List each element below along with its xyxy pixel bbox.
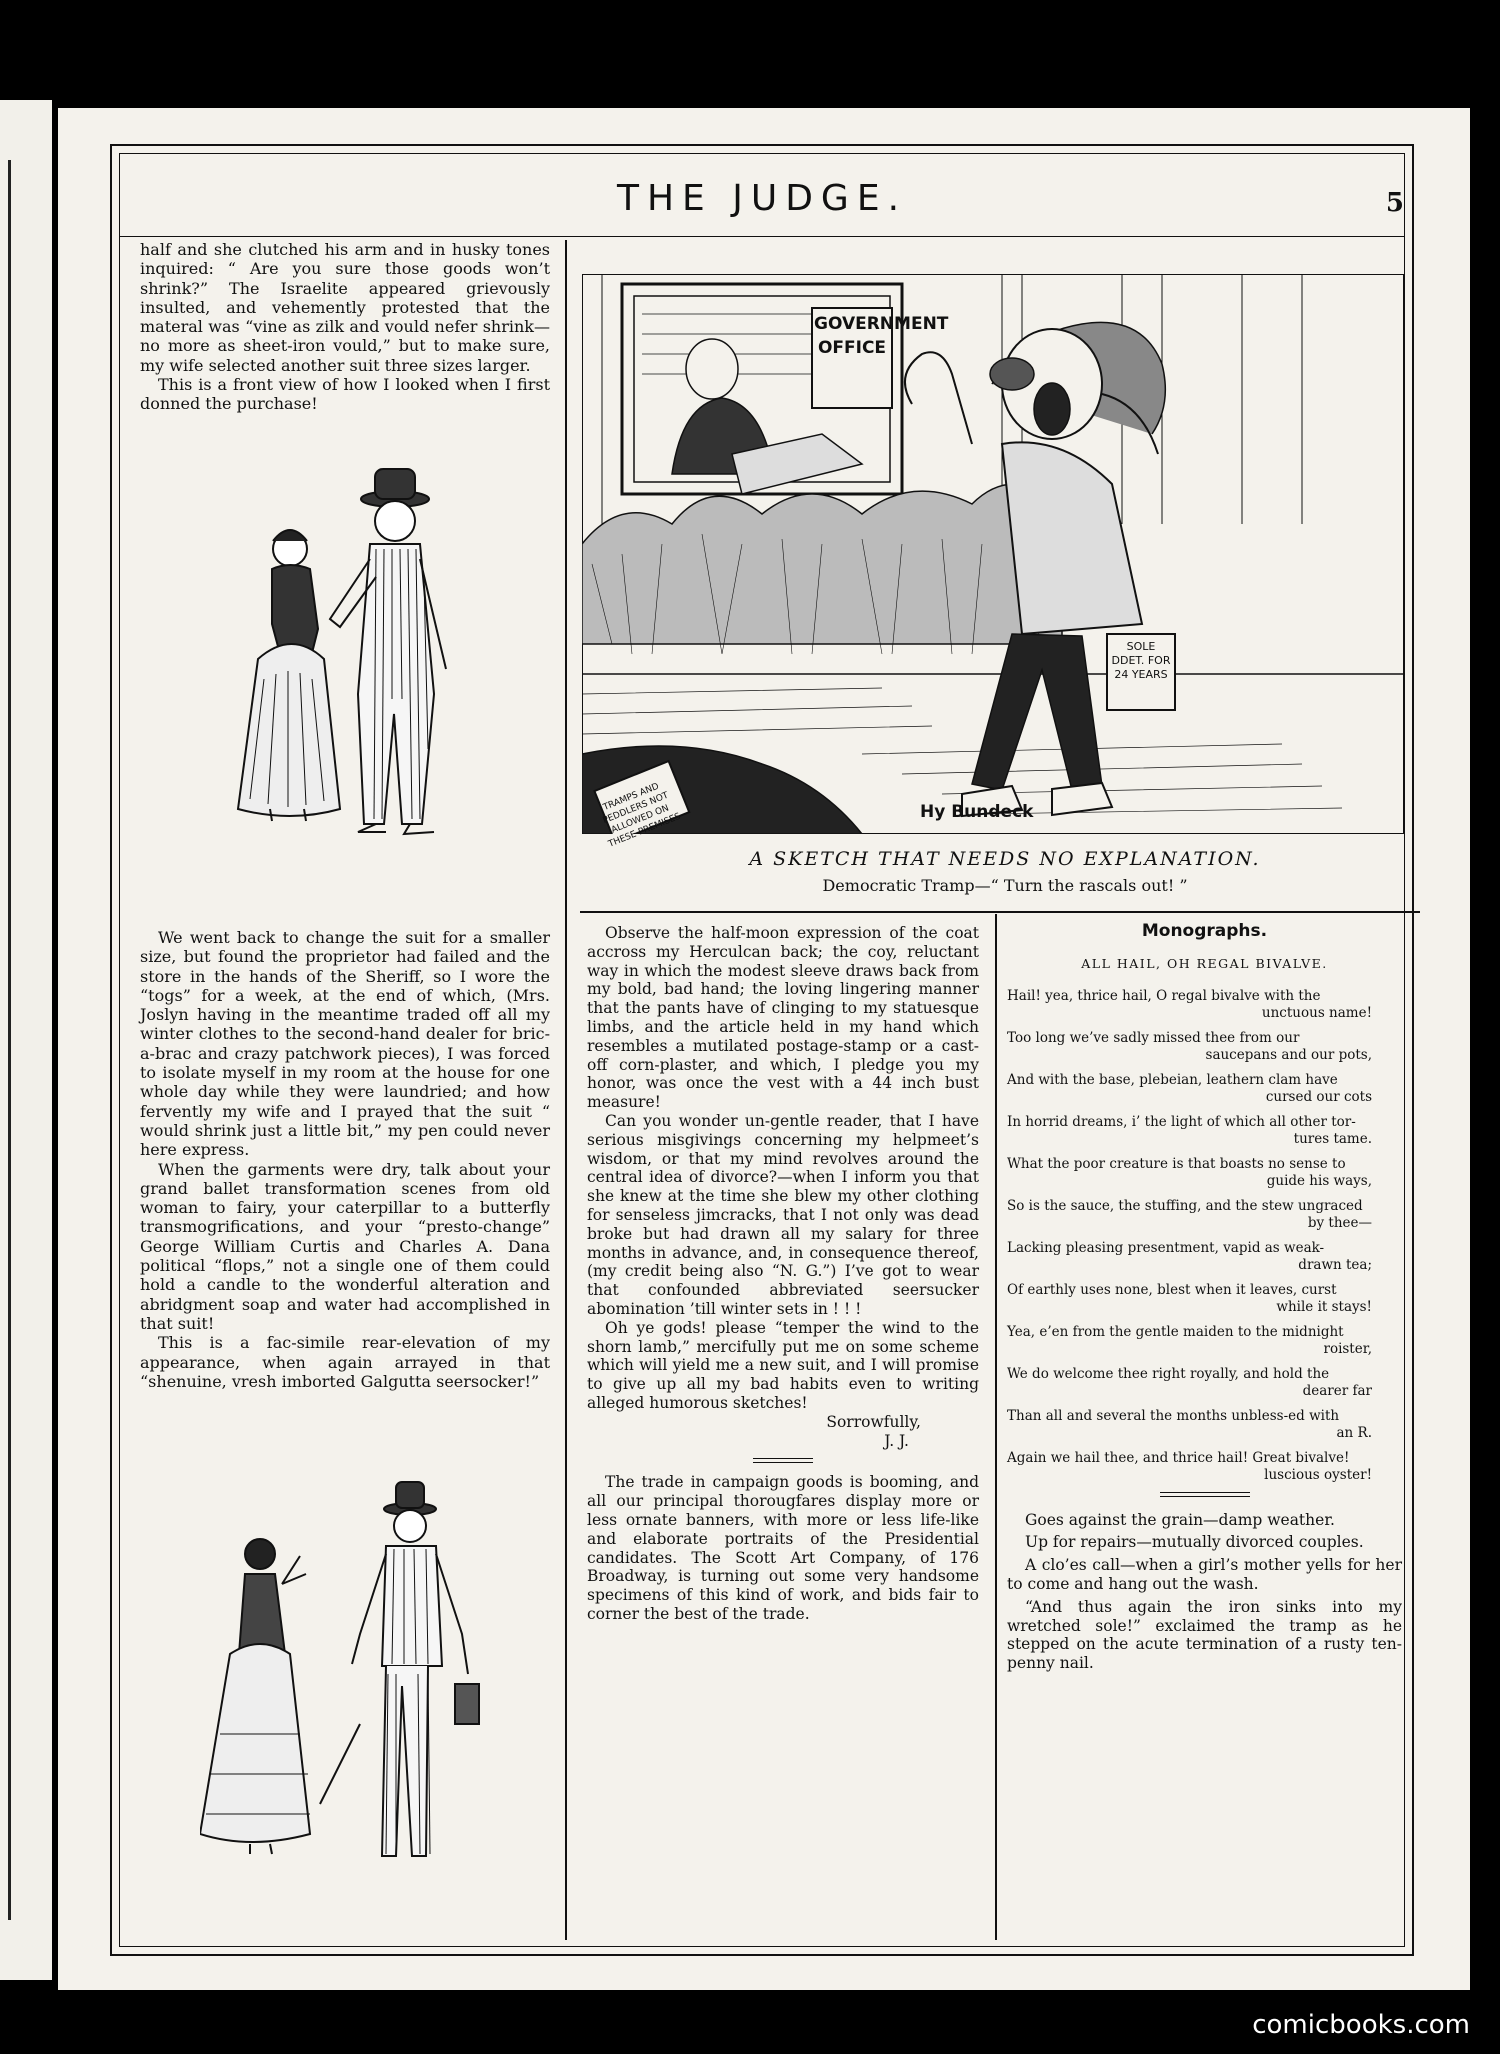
left-para-3: We went back to change the suit for a smaller size, but found the proprietor had failed and the store in the hands of the Sheriff, so I wore the “togs” for a week, at the end of which, (Mrs. Joslyn having in the meantime traded off all my winter clothes to the second-hand dealer for bric-a-brac and crazy patchwork pieces), I was forced to isolate myself in my room at the house for one whole day while they were laundried; and how fervently my wife and I prayed that the suit “ would shrink just a little bit,” my pen could never here express. [140,928,550,1160]
poem-line: We do welcome thee right royally, and hold the [1007,1365,1330,1382]
tramps-peddlers-sign: TRAMPS AND PEDDLERS NOT ALLOWED ON THESE PREMISES [601,781,683,850]
section-divider [753,1458,813,1463]
tramp-cartoon-illustration [582,274,1404,834]
poem-line-continuation: luscious oyster! [1264,1466,1372,1483]
initials: J. J. [884,1431,909,1450]
poem-line-continuation: guide his ways, [1266,1172,1372,1189]
poem-line-continuation: cursed our cots [1265,1088,1372,1105]
poem-line-continuation: an R. [1336,1424,1372,1441]
front-view-couple-illustration [180,449,510,889]
poem-stanza [1007,1198,1402,1232]
poem-stanza [1007,1366,1402,1400]
cartoon-bottom-rule [580,911,1420,913]
government-office-sign: GOVERNMENT OFFICE [814,314,949,358]
joke-4: “And thus again the iron sinks into my wretched sole!” exclaimed the tramp as he stepped on the acute termination of a rusty ten-penny nail. [1007,1597,1402,1673]
signoff: Sorrowfully, [826,1412,921,1431]
watermark: comicbooks.com [1252,2010,1470,2040]
left-para-4: When the garments were dry, talk about your grand ballet transformation scenes from old woman to fairy, your caterpillar to a butterfly transmogrifications, and your “presto-change” George William Curtis and Charles A. Dana political “flops,” not a single one of them could hold a candle to the wonderful alteration and abridgment soap and water had accomplished in that suit! [140,1159,550,1333]
left-column-rule [565,240,567,1940]
joke-1: Goes against the grain—damp weather. [1025,1510,1335,1529]
poem-line-continuation: by thee— [1307,1214,1372,1231]
middle-para-3: Oh ye gods! please “temper the wind to the shorn lamb,” mercifully put me on some scheme which will yield me a new suit, and I will promise to give up all my bad habits even to writing alleged humorous sketches! [587,1318,979,1412]
poem-divider [1160,1492,1250,1497]
poem-line: So is the sauce, the stuffing, and the stew ungraced [1007,1197,1363,1214]
middle-para-4: The trade in campaign goods is booming, and all our principal thorougfares display more or less ornate banners, with more or less life-like and elaborate portraits of the Presidential candidates. The Scott Art Company, of 176 Broadway, is turning out some very handsome specimens of this kind of work, and bids fair to corner the best of the trade. [587,1473,979,1623]
poem-line: Than all and several the months unbless-ed with [1007,1407,1340,1424]
poem-stanza [1007,1324,1402,1358]
masthead-title: THE JUDGE. [616,178,908,219]
poem-stanza [1007,1030,1402,1064]
poem-line-continuation: while it stays! [1276,1298,1372,1315]
left-para-5: This is a fac-simile rear-elevation of my appearance, when again arrayed in that “shenuine, vresh imborted Galgutta seersocker!” [140,1333,550,1391]
poem-line: Yea, e’en from the gentle maiden to the midnight [1007,1323,1344,1340]
left-para-2: This is a front view of how I looked when I first donned the purchase! [140,375,550,414]
sole-debt-sign: SOLE DDET. FOR 24 YEARS [1111,640,1171,681]
poem-stanza [1007,1240,1402,1274]
poem-line-continuation: dearer far [1302,1382,1372,1399]
monographs-heading: Monographs. [1141,921,1268,941]
facing-page-edge [0,100,52,1980]
poem-line-continuation: drawn tea; [1298,1256,1372,1273]
poem-line: Too long we’ve sadly missed thee from our [1007,1029,1300,1046]
rear-view-couple-illustration [200,1474,520,1904]
masthead [120,164,1404,237]
poem-stanza [1007,988,1402,1022]
joke-2: Up for repairs—mutually divorced couples. [1025,1533,1364,1552]
left-column-top [140,240,550,414]
page-number: 5 [1385,188,1404,218]
poem-line: Of earthly uses none, blest when it leaves, curst [1007,1281,1337,1298]
poem-line: Hail! yea, thrice hail, O regal bivalve with the [1007,987,1321,1004]
right-column [1007,922,1402,1677]
poem-stanza [1007,1450,1402,1484]
poem-stanza [1007,1072,1402,1106]
middle-para-1: Observe the half-moon expression of the coat accross my Herculcan back; the coy, reluctant way in which the modest sleeve draws back from my bold, bad hand; the loving lingering manner that the pants have of clinging to my statuesque limbs, and the article held in my hand which resembles a mutilated postage-stamp or a cast-off corn-plaster, and which, I pledge you my honor, was once the vest with a 44 inch bust measure! [587,924,979,1112]
left-para-1: half and she clutched his arm and in husky tones inquired: “ Are you sure those goods won’t shrink?” The Israelite appeared grievously insulted, and vehemently protested that the materal was “vine as zilk and vould nefer shrink—no more as sheet-iron vould,” but to make sure, my wife selected another suit three sizes larger. [140,240,550,375]
poem-stanza [1007,1282,1402,1316]
joke-3: A clo’es call—when a girl’s mother yells for her to come and hang out the wash. [1007,1556,1402,1593]
poem-stanzas [1007,988,1402,1484]
magazine-page [58,108,1470,1990]
cartoon-caption-title: A SKETCH THAT NEEDS NO EXPLANATION. [749,848,1261,870]
cartoon-caption-subtitle: Democratic Tramp—“ Turn the rascals out! ” [822,876,1188,895]
middle-column-rule [995,914,997,1940]
poem-line-continuation: saucepans and our pots, [1205,1046,1372,1063]
poem-line: Lacking pleasing presentment, vapid as weak- [1007,1239,1325,1256]
poem-line: Again we hail thee, and thrice hail! Great bivalve! [1007,1449,1350,1466]
middle-para-2: Can you wonder un-gentle reader, that I have serious misgivings concerning my helpmeet’s wisdom, or that my mind revolves around the central idea of divorce?—when I inform you that she knew at the time she blew my other clothing for senseless jimcracks, that I not only was dead broke but had drawn all my salary for three months in advance, and, in consequence thereof, (my credit being also “N. G.”) I’ve got to wear that confounded abbreviated seersucker abomination ’till winter sets in ! ! ! [587,1111,979,1318]
middle-column [587,924,979,1624]
page-border [110,144,1414,1956]
poem-line: What the poor creature is that boasts no sense to [1007,1155,1346,1172]
poem-stanza [1007,1114,1402,1148]
left-column-middle [140,928,550,1391]
poem-line: In horrid dreams, i’ the light of which all other tor- [1007,1113,1356,1130]
poem-line-continuation: roister, [1323,1340,1372,1357]
artist-signature: Hy Bundeck [920,802,1034,822]
poem-stanza [1007,1408,1402,1442]
poem-line-continuation: tures tame. [1293,1130,1372,1147]
poem-line: And with the base, plebeian, leathern clam have [1007,1071,1338,1088]
poem-stanza [1007,1156,1402,1190]
poem-line-continuation: unctuous name! [1261,1004,1372,1021]
poem-title: ALL HAIL, OH REGAL BIVALVE. [1081,955,1328,971]
